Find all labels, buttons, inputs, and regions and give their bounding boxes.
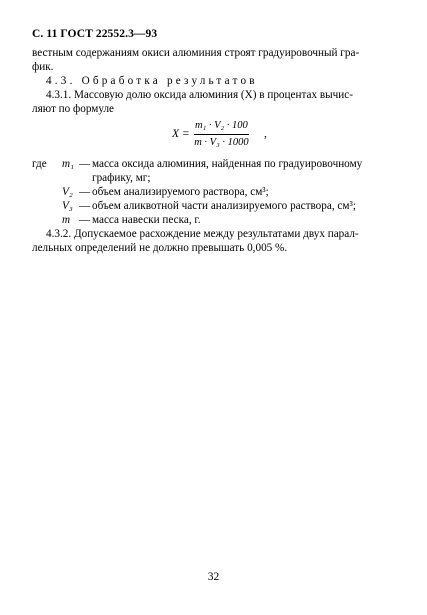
definition-text: масса оксида алюминия, найденная по градуировочному [92, 158, 363, 170]
definition-item [32, 199, 402, 213]
definition-symbol: V₃ [62, 200, 73, 212]
page-header: С. 11 ГОСТ 22552.3—93 [32, 28, 158, 40]
definition-dash: — [79, 214, 91, 226]
definition-dash: — [79, 158, 91, 170]
definition-text: объем анализируемого раствора, см³; [92, 186, 269, 198]
definition-dash: — [79, 200, 91, 212]
formula-fraction [194, 119, 249, 150]
definitions-list [32, 157, 402, 227]
text-line: лельных определений не должно превышать 0,005 %. [32, 242, 288, 254]
text-line: 4.3.2. Допускаемое расхождение между результатами двух парал- [46, 228, 359, 240]
page-number: 32 [207, 571, 220, 583]
definition-symbol: V₂ [62, 186, 73, 198]
definition-symbol: m [62, 214, 71, 226]
formula-numerator: m₁ · V₂ · 100 [195, 120, 248, 131]
formula-comma: , [264, 128, 267, 140]
definition-continuation: графику, мг; [92, 172, 151, 184]
definition-symbol: m₁ [62, 158, 74, 170]
paragraph-intro [32, 46, 394, 116]
definition-item [32, 185, 402, 199]
formula-lhs: X = [172, 128, 190, 140]
text-line: 4.3.1. Массовую долю оксида алюминия (X) в процентах вычис- [46, 89, 353, 101]
paragraph-tolerance [32, 227, 394, 255]
text-line: фик. [32, 61, 54, 73]
definition-text: масса навески песка, г. [92, 214, 201, 226]
text-line: вестным содержаниям окиси алюминия строят градуировочный гра- [32, 47, 360, 59]
definition-dash: — [79, 186, 91, 198]
fraction-bar [194, 134, 249, 135]
section-title: 4.3. Обработка результатов [46, 75, 258, 87]
definition-item [32, 157, 402, 171]
text-line: ляют по формуле [32, 103, 114, 115]
definition-item [32, 213, 402, 227]
definition-text: объем аликвотной части анализируемого раствора, см³; [92, 200, 356, 212]
formula-denominator: m · V₃ · 1000 [194, 137, 249, 148]
definition-prefix: где [32, 158, 47, 170]
formula [172, 119, 282, 153]
